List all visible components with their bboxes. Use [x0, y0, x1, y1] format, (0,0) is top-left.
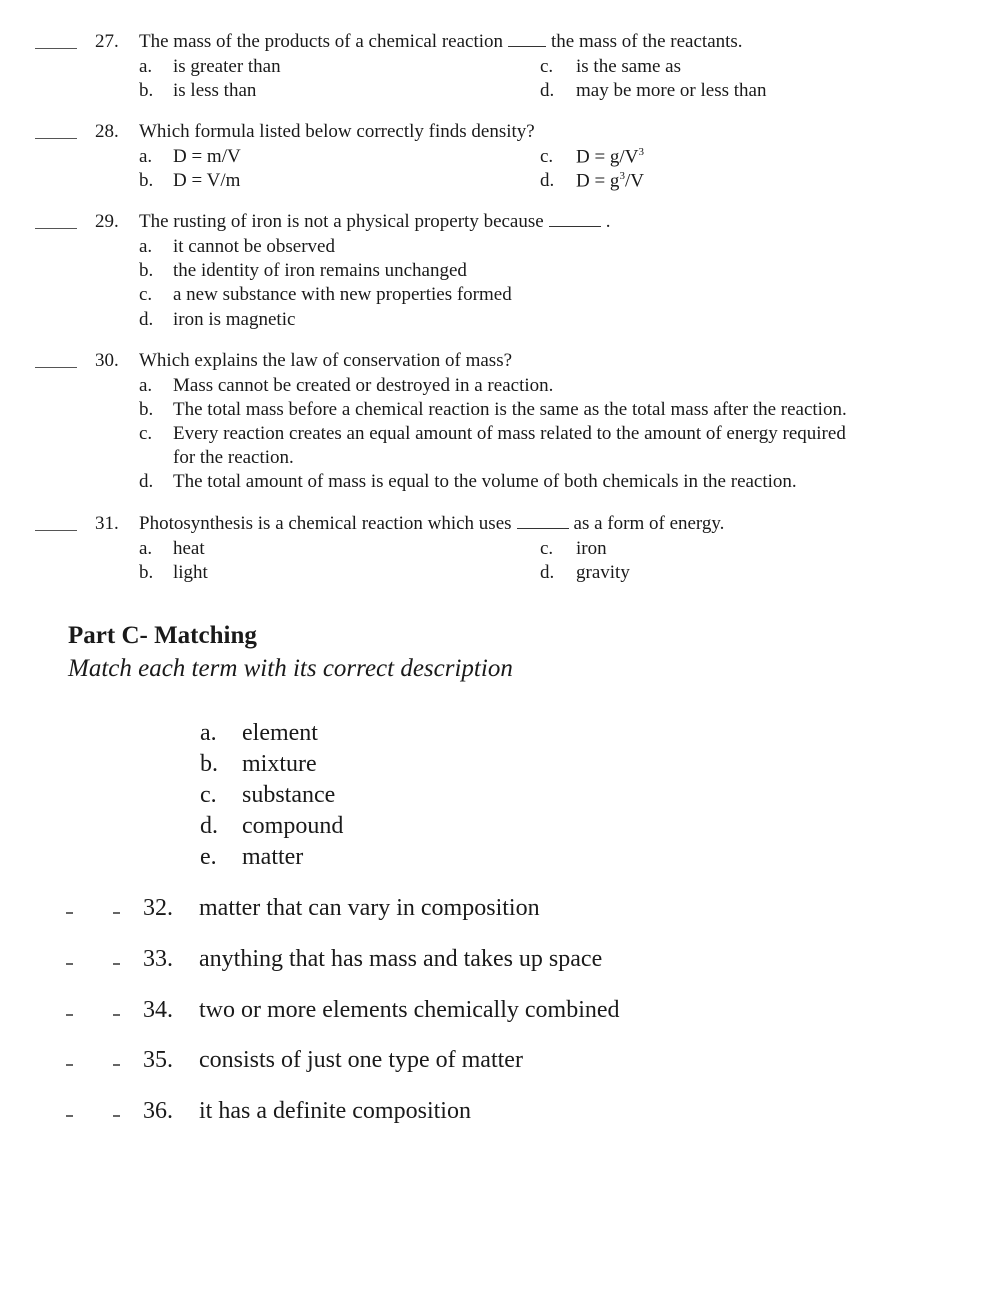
option-text: The total mass before a chemical reaction is the same as the total mass after the reaction.	[173, 399, 847, 420]
term-c	[200, 782, 335, 809]
option-letter: b.	[139, 562, 154, 583]
option-c	[139, 423, 846, 445]
option-letter: b.	[139, 260, 154, 281]
item-text: matter that can vary in composition	[199, 895, 540, 921]
inline-blank	[517, 514, 569, 529]
answer-blank-end	[113, 1014, 120, 1016]
question-number: 27.	[95, 31, 119, 52]
term-text: mixture	[242, 751, 317, 777]
term-text: element	[242, 720, 318, 746]
stem-text: The mass of the products of a chemical reaction	[139, 31, 504, 52]
item-text: consists of just one type of matter	[199, 1047, 523, 1073]
option-letter: d.	[139, 309, 154, 330]
item-number: 35.	[143, 1047, 173, 1073]
part-c-instruction: Match each term with its correct description	[68, 655, 513, 682]
item-number: 36.	[143, 1098, 173, 1124]
option-letter: c.	[540, 146, 554, 168]
stem-text: as a form of energy.	[573, 513, 725, 534]
item-number: 33.	[143, 946, 173, 972]
term-text: substance	[242, 782, 336, 808]
option-letter: c.	[540, 56, 554, 77]
option-c	[540, 56, 681, 78]
option-letter: a.	[139, 538, 153, 559]
option-a	[139, 375, 553, 397]
option-c	[139, 284, 512, 306]
answer-blank[interactable]	[35, 48, 77, 49]
option-a	[139, 236, 335, 258]
stem-text: The rusting of iron is not a physical property because	[139, 211, 544, 232]
option-c	[540, 146, 644, 168]
option-text: D = g/V	[576, 146, 639, 168]
item-number: 32.	[143, 895, 173, 921]
question-number: 28.	[95, 121, 119, 142]
answer-blank[interactable]	[35, 228, 77, 229]
option-text: The total amount of mass is equal to the volume of both chemicals in the reaction.	[173, 471, 797, 492]
option-letter: c.	[139, 284, 153, 305]
option-text: the identity of iron remains unchanged	[173, 260, 467, 281]
answer-blank[interactable]	[66, 1115, 73, 1117]
option-text: is the same as	[576, 56, 682, 77]
option-b	[139, 170, 240, 192]
stem-text: the mass of the reactants.	[551, 31, 743, 52]
option-letter: b.	[139, 170, 154, 191]
question-number: 31.	[95, 513, 119, 534]
option-letter: a.	[139, 375, 153, 396]
option-letter: d.	[540, 170, 555, 192]
question-stem	[139, 31, 743, 53]
option-a	[139, 146, 241, 168]
answer-blank[interactable]	[66, 1064, 73, 1066]
option-letter: a.	[139, 56, 153, 77]
option-letter: a.	[139, 236, 153, 257]
option-text: D = g	[576, 170, 620, 192]
inline-blank	[549, 212, 601, 227]
option-d	[139, 471, 797, 493]
option-text: heat	[173, 538, 205, 559]
option-c	[540, 538, 607, 560]
inline-blank	[508, 32, 546, 47]
item-text: it has a definite composition	[199, 1098, 471, 1124]
option-letter: b.	[139, 399, 154, 420]
answer-blank[interactable]	[35, 367, 77, 368]
option-text: gravity	[576, 562, 630, 583]
option-b	[139, 562, 208, 584]
term-a	[200, 720, 318, 747]
option-text: iron is magnetic	[173, 309, 296, 330]
term-e	[200, 844, 303, 871]
option-text: D = V/m	[173, 170, 241, 191]
answer-blank[interactable]	[66, 912, 73, 914]
term-d	[200, 813, 343, 840]
option-letter: b.	[139, 80, 154, 101]
option-b	[139, 399, 847, 421]
option-text: is greater than	[173, 56, 281, 77]
option-a	[139, 56, 281, 78]
option-b	[139, 80, 256, 102]
part-c-title: Part C- Matching	[68, 622, 257, 649]
option-letter: c.	[139, 423, 153, 444]
option-c-continuation: for the reaction.	[173, 447, 294, 468]
option-letter: a.	[139, 146, 153, 167]
option-d	[540, 562, 630, 584]
term-letter: b.	[200, 751, 218, 777]
option-text: iron	[576, 538, 607, 559]
option-text: light	[173, 562, 208, 583]
answer-blank[interactable]	[35, 138, 77, 139]
option-text: a new substance with new properties formed	[173, 284, 512, 305]
stem-text: .	[605, 211, 611, 232]
answer-blank-end	[113, 1064, 120, 1066]
option-text: may be more or less than	[576, 80, 767, 101]
option-letter: d.	[540, 562, 555, 583]
option-text: it cannot be observed	[173, 236, 335, 257]
question-stem	[139, 211, 610, 233]
option-d	[540, 170, 644, 192]
option-letter: c.	[540, 538, 554, 559]
option-d	[139, 309, 295, 331]
question-stem	[139, 513, 724, 535]
item-number: 34.	[143, 997, 173, 1023]
answer-blank[interactable]	[66, 1014, 73, 1016]
answer-blank-end	[113, 1115, 120, 1117]
option-b	[139, 260, 467, 282]
option-text: /V	[624, 170, 644, 192]
answer-blank-end	[113, 963, 120, 965]
question-stem: Which explains the law of conservation of mass?	[139, 350, 513, 371]
term-letter: e.	[200, 844, 217, 870]
option-d	[540, 80, 766, 102]
term-text: compound	[242, 813, 344, 839]
term-text: matter	[242, 844, 304, 870]
superscript: 3	[619, 170, 625, 182]
item-text: two or more elements chemically combined	[199, 997, 620, 1023]
answer-blank[interactable]	[66, 963, 73, 965]
option-letter: d.	[139, 471, 154, 492]
option-letter: d.	[540, 80, 555, 101]
stem-text: Photosynthesis is a chemical reaction which uses	[139, 513, 512, 534]
term-b	[200, 751, 317, 778]
term-letter: c.	[200, 782, 217, 808]
superscript: 3	[638, 146, 644, 158]
option-text: D = m/V	[173, 146, 241, 167]
answer-blank[interactable]	[35, 530, 77, 531]
answer-blank-end	[113, 912, 120, 914]
question-stem: Which formula listed below correctly finds density?	[139, 121, 535, 142]
option-text: Every reaction creates an equal amount of mass related to the amount of energy required	[173, 423, 846, 444]
term-letter: d.	[200, 813, 218, 839]
item-text: anything that has mass and takes up space	[199, 946, 603, 972]
option-a	[139, 538, 205, 560]
option-text: is less than	[173, 80, 257, 101]
option-text: Mass cannot be created or destroyed in a reaction.	[173, 375, 554, 396]
question-number: 30.	[95, 350, 119, 371]
term-letter: a.	[200, 720, 217, 746]
question-number: 29.	[95, 211, 119, 232]
